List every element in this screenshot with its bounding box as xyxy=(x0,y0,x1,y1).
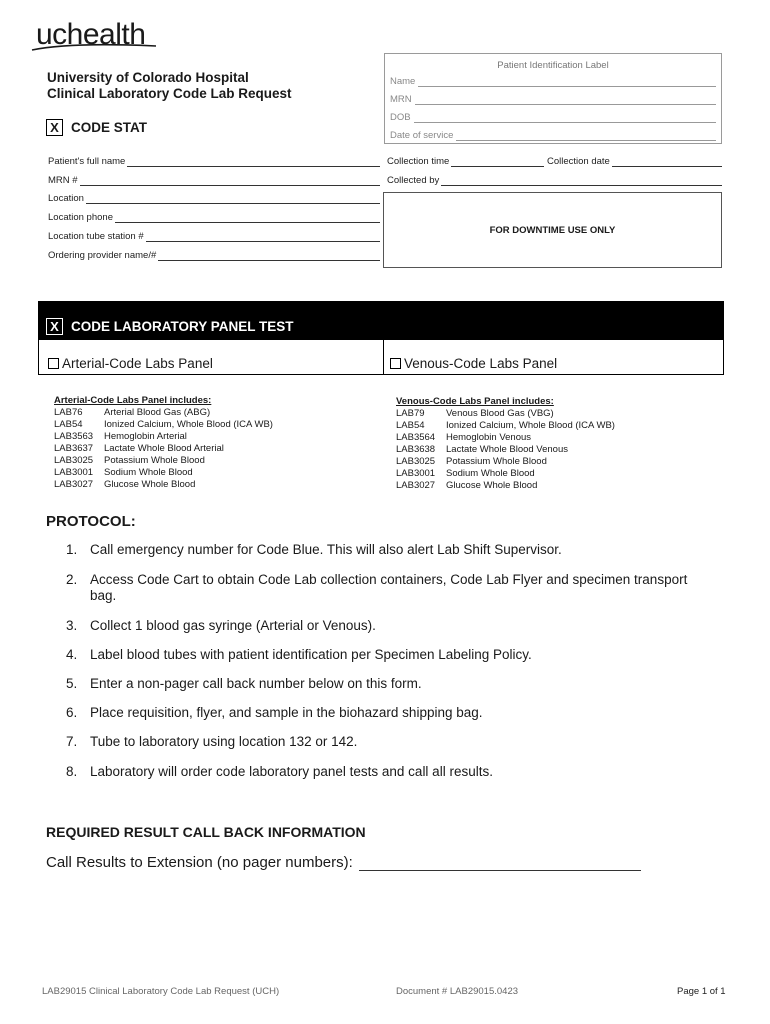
arterial-option-label: Arterial-Code Labs Panel xyxy=(62,356,213,371)
patient-label-mrn xyxy=(390,94,716,105)
protocol-step-number: 1. xyxy=(66,542,78,557)
protocol-step-number: 6. xyxy=(66,705,78,720)
venous-item-code: LAB3025 xyxy=(396,456,436,467)
collection-time-label: Collection time xyxy=(387,156,450,167)
venous-item-name: Sodium Whole Blood xyxy=(446,468,535,479)
collection-time-field xyxy=(387,156,544,167)
location-tube-station-input[interactable] xyxy=(146,231,380,242)
collected-by-label: Collected by xyxy=(387,175,440,186)
protocol-step-text: Laboratory will order code laboratory panel tests and call all results. xyxy=(90,764,493,779)
patient-label-mrn-text: MRN xyxy=(390,94,412,105)
patient-full-name-field xyxy=(48,156,380,167)
arterial-item-code: LAB3025 xyxy=(54,455,94,466)
ordering-provider-label: Ordering provider name/# xyxy=(48,250,157,261)
footer-page-number: Page 1 of 1 xyxy=(677,986,726,997)
footer-document-number: Document # LAB29015.0423 xyxy=(396,986,519,997)
venous-item-code: LAB3027 xyxy=(396,480,436,491)
patient-label-name xyxy=(390,76,716,87)
patient-label-mrn-line[interactable] xyxy=(415,94,716,105)
venous-item xyxy=(396,480,615,492)
arterial-item xyxy=(54,419,273,431)
protocol-step-text: Call emergency number for Code Blue. This will also alert Lab Shift Supervisor. xyxy=(90,542,562,557)
venous-item-name: Potassium Whole Blood xyxy=(446,456,547,467)
venous-checkbox[interactable] xyxy=(390,358,401,369)
protocol-step-text: Tube to laboratory using location 132 or 142. xyxy=(90,734,358,749)
venous-item-code: LAB3001 xyxy=(396,468,436,479)
hospital-name: University of Colorado Hospital xyxy=(47,70,249,85)
arterial-item xyxy=(54,467,273,479)
options-divider xyxy=(383,340,384,374)
downtime-label: FOR DOWNTIME USE ONLY xyxy=(489,225,616,236)
location-label: Location xyxy=(48,193,84,204)
mrn-input[interactable] xyxy=(80,175,380,186)
arterial-item-name: Ionized Calcium, Whole Blood (ICA WB) xyxy=(104,419,273,430)
arterial-item-code: LAB76 xyxy=(54,407,83,418)
location-tube-station-field xyxy=(48,231,380,242)
arterial-item-code: LAB3563 xyxy=(54,431,94,442)
arterial-item xyxy=(54,431,273,443)
protocol-step-text: Enter a non-pager call back number below on this form. xyxy=(90,676,422,691)
collection-date-input[interactable] xyxy=(612,156,722,167)
panel-test-title: CODE LABORATORY PANEL TEST xyxy=(71,319,294,334)
location-phone-field xyxy=(48,212,380,223)
arterial-item-code: LAB54 xyxy=(54,419,83,430)
arterial-item-name: Arterial Blood Gas (ABG) xyxy=(104,407,211,418)
protocol-title: PROTOCOL: xyxy=(46,513,136,530)
venous-item xyxy=(396,456,615,468)
venous-item xyxy=(396,420,615,432)
venous-list xyxy=(396,408,615,492)
patient-label-dos-text: Date of service xyxy=(390,130,454,141)
callback-extension-label: Call Results to Extension (no pager numbers): xyxy=(46,854,353,871)
protocol-step xyxy=(66,542,716,558)
downtime-box xyxy=(383,192,722,268)
patient-label-dob-line[interactable] xyxy=(414,112,716,123)
venous-item xyxy=(396,408,615,420)
callback-extension-field xyxy=(46,854,641,871)
venous-item-code: LAB54 xyxy=(396,420,425,431)
patient-label-name-text: Name xyxy=(390,76,416,87)
arterial-item-name: Hemoglobin Arterial xyxy=(104,431,187,442)
arterial-item xyxy=(54,443,273,455)
patient-label-title: Patient Identification Label xyxy=(497,60,609,71)
arterial-includes-title: Arterial-Code Labs Panel includes: xyxy=(54,395,212,406)
venous-item-name: Venous Blood Gas (VBG) xyxy=(446,408,554,419)
collection-date-label: Collection date xyxy=(547,156,610,167)
venous-item-code: LAB79 xyxy=(396,408,425,419)
venous-item xyxy=(396,444,615,456)
code-stat xyxy=(46,119,147,136)
venous-item-name: Lactate Whole Blood Venous xyxy=(446,444,569,455)
mrn-label: MRN # xyxy=(48,175,78,186)
protocol-step-text: Place requisition, flyer, and sample in the biohazard shipping bag. xyxy=(90,705,483,720)
protocol-step xyxy=(66,764,716,780)
protocol-step-text: Collect 1 blood gas syringe (Arterial or Venous). xyxy=(90,618,376,633)
hospital-title xyxy=(47,70,292,102)
arterial-item-name: Sodium Whole Blood xyxy=(104,467,193,478)
arterial-item xyxy=(54,407,273,419)
collection-time-input[interactable] xyxy=(451,156,544,167)
protocol-step-number: 8. xyxy=(66,764,78,779)
protocol-step-number: 3. xyxy=(66,618,78,633)
location-input[interactable] xyxy=(86,193,380,204)
panel-test-header xyxy=(38,301,724,339)
location-tube-station-label: Location tube station # xyxy=(48,231,144,242)
protocol-step-text: Access Code Cart to obtain Code Lab collection containers, Code Lab Flyer and specimen transport bag. xyxy=(90,572,688,603)
protocol-step-text: Label blood tubes with patient identification per Specimen Labeling Policy. xyxy=(90,647,532,662)
patient-label-name-line[interactable] xyxy=(418,76,716,87)
venous-includes-title: Venous-Code Labs Panel includes: xyxy=(396,396,554,407)
protocol-step xyxy=(66,734,716,750)
arterial-includes xyxy=(54,395,273,491)
protocol-step xyxy=(66,676,716,692)
panel-test-checkbox[interactable]: X xyxy=(46,318,63,335)
code-stat-checkbox[interactable]: X xyxy=(46,119,63,136)
collection-date-field xyxy=(547,156,722,167)
ordering-provider-input[interactable] xyxy=(158,250,380,261)
callback-extension-input[interactable] xyxy=(359,856,641,871)
venous-item xyxy=(396,432,615,444)
venous-option-label: Venous-Code Labs Panel xyxy=(404,356,558,371)
form-title: Clinical Laboratory Code Lab Request xyxy=(47,86,292,101)
patient-label-date-of-service xyxy=(390,130,716,141)
protocol-step-number: 5. xyxy=(66,676,78,691)
arterial-checkbox[interactable] xyxy=(48,358,59,369)
protocol-step-number: 2. xyxy=(66,572,78,587)
venous-item-name: Glucose Whole Blood xyxy=(446,480,538,491)
location-phone-input[interactable] xyxy=(115,212,380,223)
venous-item-name: Hemoglobin Venous xyxy=(446,432,532,443)
protocol-step-number: 7. xyxy=(66,734,78,749)
location-phone-label: Location phone xyxy=(48,212,113,223)
venous-option[interactable] xyxy=(390,356,557,371)
ordering-provider-field xyxy=(48,250,380,261)
arterial-item xyxy=(54,479,273,491)
arterial-item-code: LAB3001 xyxy=(54,467,94,478)
arterial-item-name: Lactate Whole Blood Arterial xyxy=(104,443,224,454)
collected-by-field xyxy=(387,175,722,186)
protocol-step-number: 4. xyxy=(66,647,78,662)
protocol-step xyxy=(66,618,716,634)
footer-form-id: LAB29015 Clinical Laboratory Code Lab Request (UCH) xyxy=(42,986,280,997)
venous-item xyxy=(396,468,615,480)
venous-includes xyxy=(396,396,615,492)
collected-by-input[interactable] xyxy=(441,175,722,186)
patient-full-name-input[interactable] xyxy=(127,156,380,167)
callback-title: REQUIRED RESULT CALL BACK INFORMATION xyxy=(46,824,366,840)
patient-label-dob-text: DOB xyxy=(390,112,411,123)
patient-label-dos-line[interactable] xyxy=(456,130,716,141)
mrn-field xyxy=(48,175,380,186)
panel-options-row xyxy=(38,339,724,375)
protocol-step xyxy=(66,647,716,663)
patient-full-name-label: Patient's full name xyxy=(48,156,126,167)
arterial-item-code: LAB3027 xyxy=(54,479,94,490)
venous-item-name: Ionized Calcium, Whole Blood (ICA WB) xyxy=(446,420,615,431)
arterial-list xyxy=(54,407,273,491)
patient-label-dob xyxy=(390,112,716,123)
protocol-step xyxy=(66,572,716,604)
location-field xyxy=(48,193,380,204)
uchealth-logo: uchealth xyxy=(36,18,146,51)
venous-item-code: LAB3564 xyxy=(396,432,436,443)
arterial-item-name: Glucose Whole Blood xyxy=(104,479,196,490)
arterial-item-code: LAB3637 xyxy=(54,443,94,454)
venous-item-code: LAB3638 xyxy=(396,444,436,455)
protocol-step xyxy=(66,705,716,721)
arterial-item-name: Potassium Whole Blood xyxy=(104,455,205,466)
patient-identification-label xyxy=(384,53,722,144)
code-stat-label: CODE STAT xyxy=(71,120,147,135)
arterial-item xyxy=(54,455,273,467)
arterial-option[interactable] xyxy=(48,356,213,371)
